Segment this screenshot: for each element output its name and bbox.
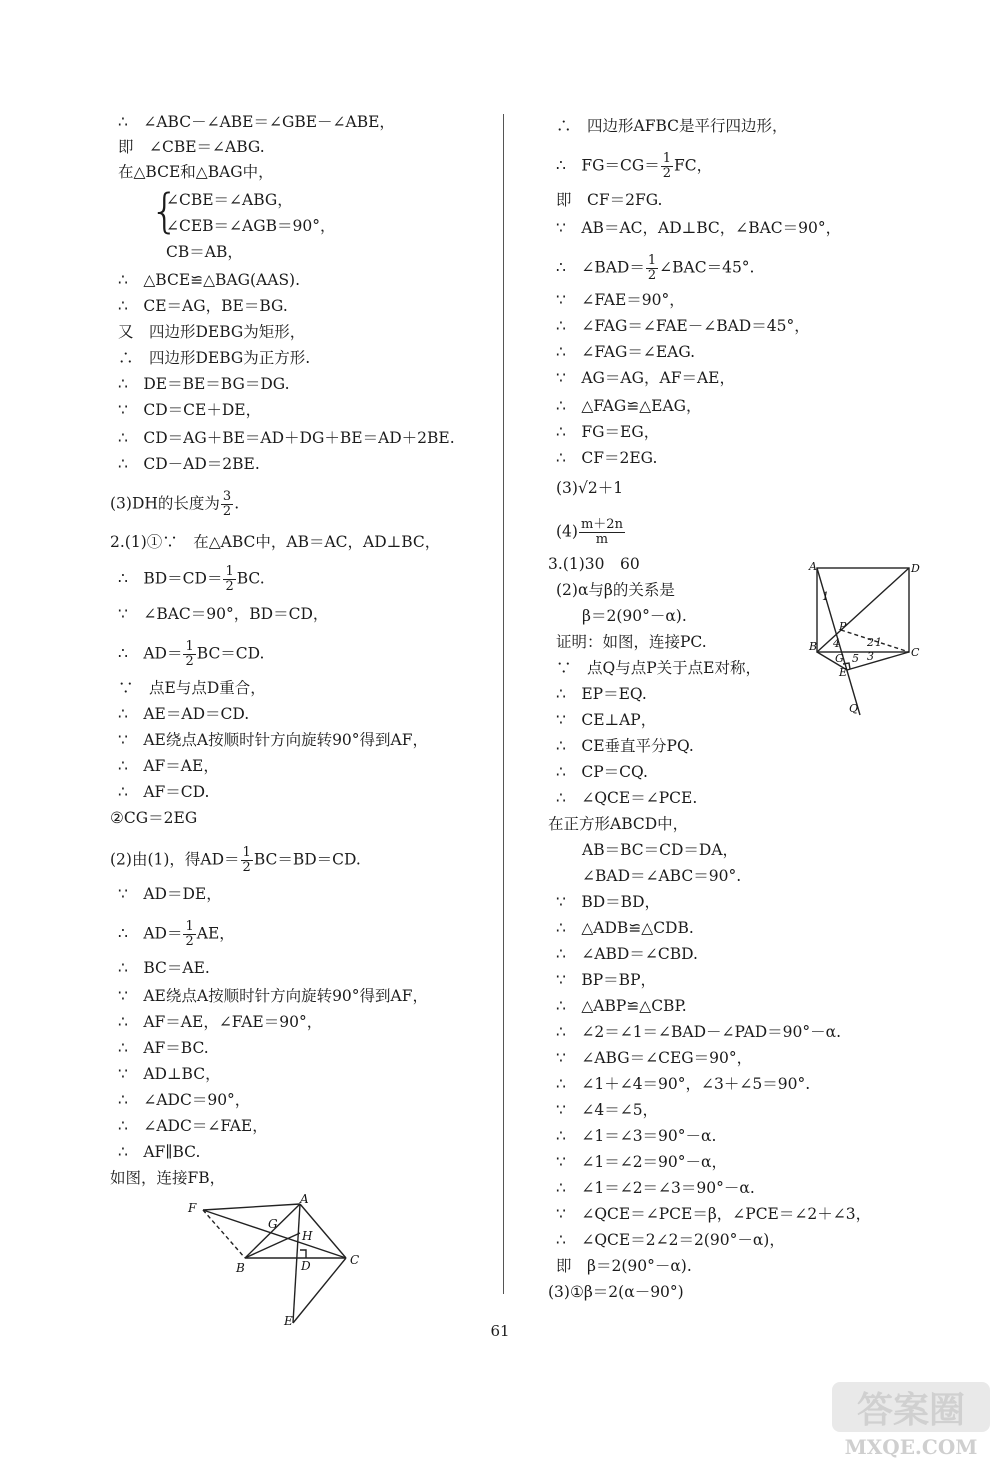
right-line: ∴ ∠FAG＝∠FAE－∠BAD＝45°， <box>556 317 810 335</box>
label-angle1b: 1 <box>875 636 882 649</box>
page-number: 61 <box>490 1322 510 1340</box>
left-line: ∴ CD＝AG＋BE＝AD＋DG＋BE＝AD＋2BE. <box>118 429 455 447</box>
label-angle3: 3 <box>867 650 874 663</box>
right-line: ∵ BD＝BD， <box>556 893 660 911</box>
left-line: ∴ BD＝CD＝ $\frac{1}{2}$ BC. <box>118 564 265 594</box>
system-brace: { <box>150 184 180 238</box>
label-B: B <box>809 640 818 653</box>
label-A: A <box>809 560 817 573</box>
label-B: B <box>236 1261 245 1275</box>
left-line: ∴ ∠ADC＝90°， <box>118 1091 251 1109</box>
right-line: ∴ ∠FAG＝∠EAG. <box>556 343 696 361</box>
label-G: G <box>268 1217 278 1231</box>
right-line: ∴ ∠1＋∠4＝90°，∠3＋∠5＝90°. <box>556 1075 811 1093</box>
right-line: ∴ △ABP≌△CBP. <box>556 997 687 1015</box>
left-line: ∴ CE＝AG，BE＝BG. <box>118 297 288 315</box>
figure-square <box>805 560 930 720</box>
label-Q: Q <box>849 702 859 715</box>
right-line: ∴ CE垂直平分PQ. <box>556 737 694 755</box>
right-line: β＝2(90°－α). <box>582 607 687 625</box>
left-line: ∵ AD⊥BC， <box>118 1065 221 1083</box>
figure-parallelogram <box>180 1190 380 1325</box>
left-line: ∴ AF＝CD. <box>118 783 210 801</box>
left-line: ∴ DE＝BE＝BG＝DG. <box>118 375 290 393</box>
label-F: F <box>188 1201 197 1215</box>
left-line: ∵ 点E与点D重合， <box>118 679 266 697</box>
left-line: ∵ CD＝CE＋DE， <box>118 401 262 419</box>
label-angle4: 4 <box>833 637 840 650</box>
right-line: 3.(1)30 60 <box>548 555 640 573</box>
left-line: ∠CBE＝∠ABG， <box>166 191 293 209</box>
right-line: ∴ FG＝EG， <box>556 423 660 441</box>
right-line: (3)①β＝2(α－90°) <box>548 1283 684 1301</box>
right-line: (2)α与β的关系是 <box>556 581 675 599</box>
left-line: ∴ BC＝AE. <box>118 959 210 977</box>
left-line: ∴ 四边形DEBG为正方形. <box>118 349 311 367</box>
svg-text:MXQE.COM: MXQE.COM <box>844 1435 978 1459</box>
right-line: ∴ CF＝2EG. <box>556 449 658 467</box>
right-line: ∵ ∠FAE＝90°， <box>556 291 685 309</box>
left-line: ∵ ∠BAC＝90°，BD＝CD， <box>118 605 329 623</box>
label-angle5: 5 <box>852 652 859 665</box>
left-line: 2.(1)①∵ 在△ABC中，AB＝AC，AD⊥BC， <box>110 533 441 551</box>
right-line: 在正方形ABCD中， <box>548 815 689 833</box>
right-line: ∵ BP＝BP， <box>556 971 657 989</box>
left-line: ∠CEB＝∠AGB＝90°， <box>166 217 336 235</box>
label-C: C <box>350 1253 360 1267</box>
right-line: 证明：如图，连接PC. <box>556 633 707 651</box>
right-line: ∴ ∠1＝∠2＝∠3＝90°－α. <box>556 1179 755 1197</box>
right-line: ∴ ∠BAD＝ $\frac{1}{2}$ ∠BAC＝45°. <box>556 253 755 283</box>
label-A: A <box>300 1192 309 1206</box>
label-angle1: 1 <box>822 590 829 603</box>
left-line: 又 四边形DEBG为矩形， <box>118 323 306 341</box>
right-line: AB＝BC＝CD＝DA， <box>582 841 739 859</box>
label-E: E <box>284 1314 293 1325</box>
column-divider <box>503 114 504 1294</box>
left-line: ∴ AD＝ $\frac{1}{2}$ BC＝CD. <box>118 639 265 669</box>
right-line: ∵ ∠QCE＝∠PCE＝β，∠PCE＝∠2＋∠3， <box>556 1205 872 1223</box>
right-line: ∴ ∠QCE＝2∠2＝2(90°－α)， <box>556 1231 785 1249</box>
left-line: 在△BCE和△BAG中， <box>118 163 274 181</box>
right-line: (3)√2＋1 <box>556 479 624 497</box>
right-line: ∴ CP＝CQ. <box>556 763 648 781</box>
right-line: ∴ ∠QCE＝∠PCE. <box>556 789 698 807</box>
right-line: 即 CF＝2FG. <box>556 191 663 209</box>
right-line: ∵ ∠4＝∠5， <box>556 1101 659 1119</box>
right-line: ∵ CE⊥AP， <box>556 711 657 729</box>
left-line: ∴ AF＝AE，∠FAE＝90°， <box>118 1013 323 1031</box>
left-line: 即 ∠CBE＝∠ABG. <box>118 138 265 156</box>
label-angle2: 2 <box>867 636 874 649</box>
left-line: ∴ △BCE≌△BAG(AAS). <box>118 271 301 289</box>
right-line: ∴ ∠2＝∠1＝∠BAD－∠PAD＝90°－α. <box>556 1023 842 1041</box>
left-line: ∵ AE绕点A按顺时针方向旋转90°得到AF， <box>118 987 428 1005</box>
label-D: D <box>301 1259 311 1273</box>
right-line: ∴ 四边形AFBC是平行四边形， <box>556 117 788 135</box>
left-line: ∵ AE绕点A按顺时针方向旋转90°得到AF， <box>118 731 428 749</box>
label-P: P <box>839 620 847 633</box>
dh-length-line: (3)DH的长度为 $\frac{3}{2}$ . <box>110 489 240 519</box>
right-line: ∴ ∠ABD＝∠CBD. <box>556 945 698 963</box>
left-line: CB＝AB， <box>166 243 243 261</box>
left-line: ②CG＝2EG <box>110 809 198 827</box>
label-E: E <box>839 666 848 679</box>
right-line: ∵ AG＝AG，AF＝AE， <box>556 369 735 387</box>
right-line: ∵ ∠ABG＝∠CEG＝90°， <box>556 1049 753 1067</box>
right-line: (4) $\frac{m+2n}{m}$ <box>556 517 623 547</box>
right-line: ∴ EP＝EQ. <box>556 685 647 703</box>
right-line: ∵ AB＝AC，AD⊥BC，∠BAC＝90°， <box>556 219 842 237</box>
left-line: ∴ AF∥BC. <box>118 1143 201 1161</box>
left-line: ∴ ∠ABC－∠ABE＝∠GBE－∠ABE， <box>118 113 395 131</box>
left-line: (2)由(1)，得AD＝ $\frac{1}{2}$ BC＝BD＝CD. <box>110 845 361 875</box>
label-C: C <box>911 646 920 659</box>
right-line: ∴ △ADB≌△CDB. <box>556 919 694 937</box>
left-line: ∴ AD＝ $\frac{1}{2}$ AE， <box>118 919 235 949</box>
label-H: H <box>302 1229 313 1243</box>
left-line: ∵ AD＝DE， <box>118 885 222 903</box>
left-line: ∴ ∠ADC＝∠FAE， <box>118 1117 268 1135</box>
right-line: ∴ ∠1＝∠3＝90°－α. <box>556 1127 717 1145</box>
right-line: ∴ FG＝CG＝ $\frac{1}{2}$ FC， <box>556 151 713 181</box>
svg-text:答案圈: 答案圈 <box>856 1389 966 1431</box>
right-line: ∴ △FAG≌△EAG， <box>556 397 702 415</box>
label-G: G <box>835 652 844 665</box>
watermark-logo <box>832 1380 992 1460</box>
left-line: ∴ AF＝AE， <box>118 757 219 775</box>
right-line: ∵ ∠1＝∠2＝90°－α， <box>556 1153 727 1171</box>
right-line: ∵ 点Q与点P关于点E对称， <box>556 659 761 677</box>
left-line: 如图，连接FB， <box>110 1169 226 1187</box>
right-line: ∠BAD＝∠ABC＝90°. <box>582 867 742 885</box>
label-D: D <box>911 562 920 575</box>
left-line: ∴ AE＝AD＝CD. <box>118 705 250 723</box>
left-line: ∴ AF＝BC. <box>118 1039 209 1057</box>
left-line: ∴ CD－AD＝2BE. <box>118 455 260 473</box>
right-line: 即 β＝2(90°－α). <box>556 1257 692 1275</box>
